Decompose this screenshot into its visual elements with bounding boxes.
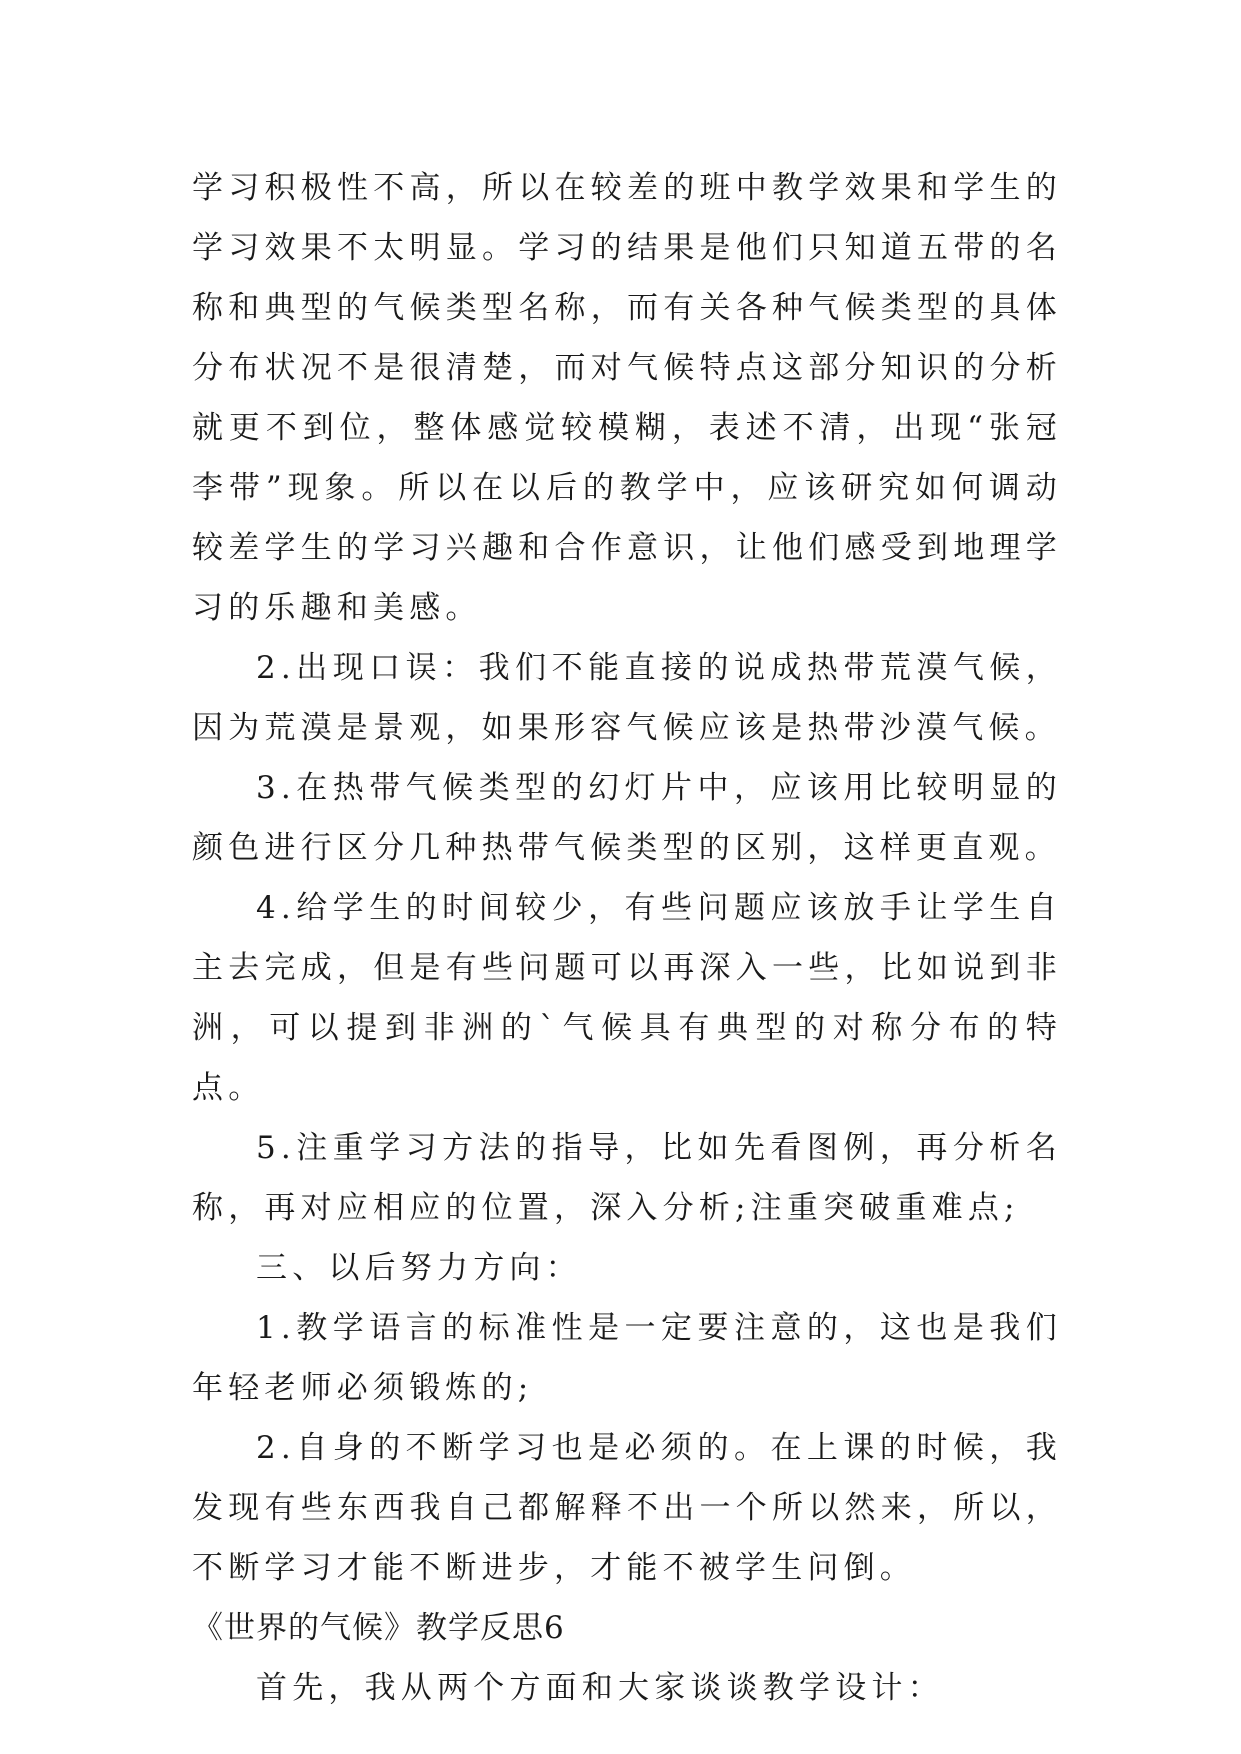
paragraph-item-5: 5.注重学习方法的指导，比如先看图例，再分析名称，再对应相应的位置，深入分析;注重突破重难点;: [192, 1130, 1062, 1226]
paragraph-item-3: 3.在热带气候类型的幻灯片中，应该用比较明显的颜色进行区分几种热带气候类型的区别，这样更直观。: [192, 770, 1062, 866]
paragraph-direction-1: 1.教学语言的标准性是一定要注意的，这也是我们年轻老师必须锻炼的;: [192, 1310, 1062, 1406]
paragraph-item-4: 4.给学生的时间较少，有些问题应该放手让学生自主去完成，但是有些问题可以再深入一些，比如说到非洲，可以提到非洲的`气候具有典型的对称分布的特点。: [192, 890, 1062, 1106]
document-page: [192, 158, 1062, 1718]
section-heading: 三、以后努力方向：: [256, 1250, 582, 1286]
article-title: 《世界的气候》教学反思6: [192, 1610, 565, 1646]
paragraph-intro: 首先，我从两个方面和大家谈谈教学设计：: [256, 1670, 944, 1706]
paragraph-direction-2: 2.自身的不断学习也是必须的。在上课的时候，我发现有些东西我自己都解释不出一个所以然来，所以，不断学习才能不断进步，才能不被学生问倒。: [192, 1430, 1062, 1586]
paragraph-item-2: 2.出现口误：我们不能直接的说成热带荒漠气候，因为荒漠是景观，如果形容气候应该是热带沙漠气候。: [192, 650, 1062, 746]
paragraph-continuation: 学习积极性不高，所以在较差的班中教学效果和学生的学习效果不太明显。学习的结果是他们只知道五带的名称和典型的气候类型名称，而有关各种气候类型的具体分布状况不是很清楚，而对气候特点这部分知识的分析就更不到位，整体感觉较模糊，表述不清，出现“张冠李带”现象。所以在以后的教学中，应该研究如何调动较差学生的学习兴趣和合作意识，让他们感受到地理学习的乐趣和美感。: [192, 170, 1062, 626]
